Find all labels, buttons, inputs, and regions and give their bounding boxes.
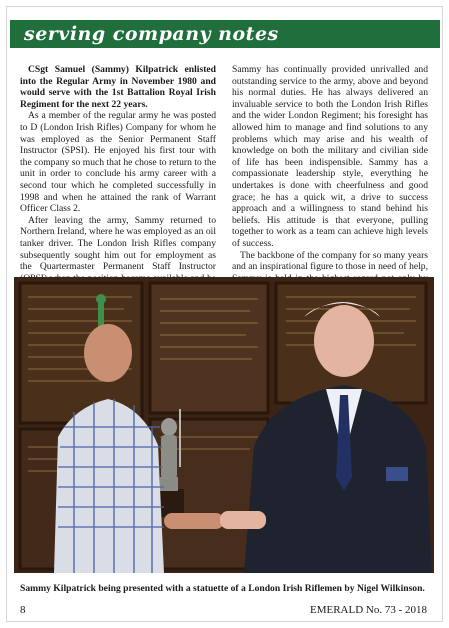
article-lead-paragraph: CSgt Samuel (Sammy) Kilpatrick enlisted into the Regular Army in November 1980 and would serve with the 1st Battalion Royal Irish Regiment for the next 22 years. — [20, 64, 216, 110]
article-paragraph: The backbone of the company for so many years and an inspirational figure to those in need of help, — [232, 249, 428, 273]
presentation-photo — [14, 277, 434, 573]
page-number: 8 — [20, 604, 26, 616]
article-column-left — [20, 64, 216, 307]
section-header — [10, 20, 440, 48]
article-paragraph: After leaving the army, Sammy returned to Northern Ireland, where he was employed as an oil tanker driver. The London Irish Rifles company subsequently sought him out for employment as the Quartermaster Permanent Staff Instructor — [20, 214, 216, 273]
presentation-photo-illustration — [14, 277, 434, 573]
photo-caption: Sammy Kilpatrick being presented with a statuette of a London Irish Riflemen by Nigel Wilkinson. — [20, 583, 425, 594]
article-paragraph: Sammy has continually provided unrivalled and outstanding service to the army, above and beyond his normal duties. He has always delivered an invaluable service to both the London Irish Rifles and the wider London Regiment; his foresight has allowed him to manage and find solutions to any problems which may arise and his wealth of knowledge on both the military and civilian side of life has been indispensible. Sammy has a compassionate leadership style, everything he undertakes is done with cheerfulness and good grace; he has a quick wit, a drive to success approach and a willingness to stand behind his beliefs. His attitude is that everyone, pulling together to work as a team can achieve high levels of success. — [232, 64, 428, 249]
issue-label: EMERALD No. 73 - 2018 — [309, 604, 427, 616]
article-paragraph: As a member of the regular army he was posted to D (London Irish Rifles) Company for whom he was employed as the Senior Permanent Staff Instructor (SPSI). He enjoyed his first tour with the company so much that he chose to return to the unit in order to conclude his army career with a second tour which he completed successfully in 1998 and when he attained the rank of Warrant Officer Class 2. — [20, 110, 216, 215]
article-column-right — [232, 64, 428, 296]
section-title: serving company notes — [24, 23, 279, 45]
